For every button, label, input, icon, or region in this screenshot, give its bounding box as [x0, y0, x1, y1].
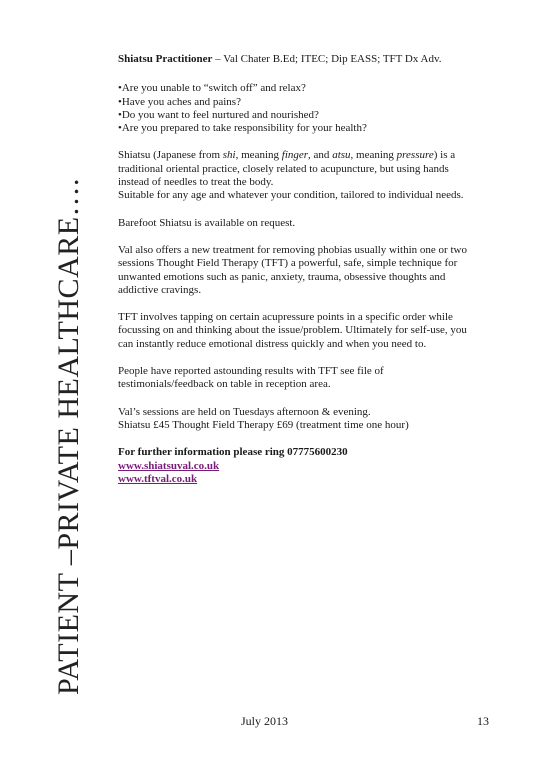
- question-item: •Have you aches and pains?: [118, 95, 241, 108]
- question-item: •Are you prepared to take responsibility for your health?: [118, 122, 367, 135]
- question-item: •Are you unable to “switch off” and relax?: [118, 82, 306, 95]
- testimonials-note: People have reported astounding results with TFT see file of testimonials/feedback on table in reception area.: [118, 365, 384, 391]
- shiatsu-suitability: Suitable for any age and whatever your condition, tailored to individual needs.: [118, 189, 464, 202]
- practitioner-label: Shiatsu Practitioner: [118, 53, 213, 65]
- sessions-prices: Shiatsu £45 Thought Field Therapy £69 (treatment time one hour): [118, 418, 409, 431]
- questions-list: [118, 82, 470, 135]
- tftval-link[interactable]: www.tftval.co.uk: [118, 472, 198, 485]
- shiatsuval-link[interactable]: www.shiatsuval.co.uk: [118, 459, 220, 472]
- main-content: [118, 53, 470, 486]
- contact-info: For further information please ring 07775600230: [118, 446, 348, 459]
- tft-intro: Val also offers a new treatment for removing phobias usually within one or two sessions Thought Field Therapy (TFT) a powerful, safe, simple technique for unwanted emotions such as panic, anxiety, trauma, obsessive thoughts and addictive cravings.: [118, 243, 467, 296]
- question-item: •Do you want to feel nurtured and nourished?: [118, 108, 319, 121]
- sessions-schedule: Val’s sessions are held on Tuesdays afternoon & evening.: [118, 405, 371, 418]
- practitioner-heading: [118, 53, 470, 66]
- practitioner-credentials: – Val Chater B.Ed; ITEC; Dip EASS; TFT Dx Adv.: [212, 53, 442, 65]
- shiatsu-description: Shiatsu (Japanese from shi, meaning finger, and atsu, meaning pressure) is a traditional oriental practice, closely related to acupuncture, but using hands instead of needles to treat the body.: [118, 149, 456, 189]
- term-atsu: atsu: [332, 149, 351, 162]
- term-finger: finger: [281, 149, 309, 162]
- barefoot-note: Barefoot Shiatsu is available on request.: [118, 216, 296, 229]
- page-number: 13: [477, 714, 489, 728]
- footer-date: July 2013: [241, 714, 289, 728]
- tft-detail: TFT involves tapping on certain acupressure points in a specific order while focussing on and thinking about the issue/problem. Ultimately for self-use, you can instantly reduce emotional distress quickly and when you need to.: [118, 311, 467, 350]
- term-shi: shi: [222, 149, 236, 162]
- vertical-section-title: PATIENT –PRIVATE HEALTHCARE….: [52, 177, 85, 695]
- term-pressure: pressure: [396, 149, 434, 162]
